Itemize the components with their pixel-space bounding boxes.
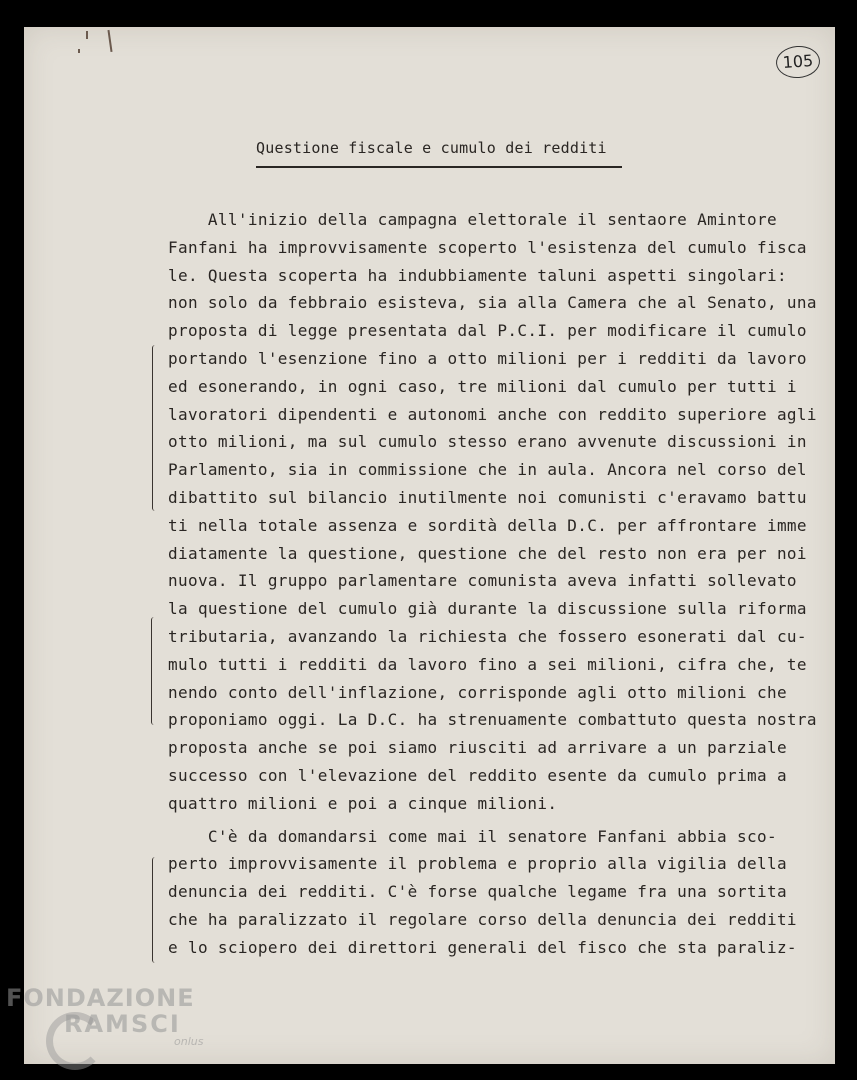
body-text-line: proponiamo oggi. La D.C. ha strenuamente combattuto questa nostra — [168, 710, 817, 730]
watermark-line-2: RAMSCI — [64, 1010, 181, 1038]
body-text-line: denuncia dei redditi. C'è forse qualche legame fra una sortita — [168, 882, 787, 902]
body-text-line: la questione del cumulo già durante la discussione sulla riforma — [168, 599, 807, 619]
body-text-line: ed esonerando, in ogni caso, tre milioni dal cumulo per tutti i — [168, 376, 797, 396]
body-text-line: C'è da domandarsi come mai il senatore Fanfani abbia sco- — [168, 826, 777, 846]
body-text-line: proposta di legge presentata dal P.C.I. per modificare il cumulo — [168, 321, 807, 341]
margin-bracket — [152, 345, 159, 511]
body-text-line: All'inizio della campagna elettorale il sentaore Amintore — [168, 210, 777, 229]
watermark-logo — [6, 986, 203, 1047]
body-text-line: Fanfani ha improvvisamente scoperto l'esistenza del cumulo fisca — [168, 237, 807, 257]
body-text-line: dibattito sul bilancio inutilmente noi comunisti c'eravamo battu — [168, 488, 807, 507]
body-text-line: che ha paralizzato il regolare corso della denuncia dei redditi — [168, 910, 797, 929]
punch-hole-mark — [107, 30, 112, 52]
margin-bracket — [152, 857, 159, 963]
body-text-line: ti nella totale assenza e sordità della D.C. per affrontare imme — [168, 515, 807, 535]
punch-hole-mark — [86, 31, 88, 39]
body-text-line: diatamente la questione, questione che del resto non era per noi — [168, 543, 807, 563]
watermark-line-1: FONDAZIONE — [6, 984, 195, 1012]
body-text-line: e lo sciopero dei direttori generali del fisco che sta paraliz- — [168, 937, 797, 957]
document-page — [24, 27, 835, 1064]
body-text-line: nuova. Il gruppo parlamentare comunista aveva infatti sollevato — [168, 571, 797, 591]
body-text-line: non solo da febbraio esisteva, sia alla Camera che al Senato, una — [168, 293, 817, 313]
body-text-line: perto improvvisamente il problema e proprio alla vigilia della — [168, 854, 787, 874]
page-number: 105 — [775, 45, 821, 80]
punch-hole-mark — [78, 49, 80, 53]
margin-bracket — [151, 617, 158, 725]
watermark-line-3: onlus — [174, 1035, 204, 1048]
body-text-line: portando l'esenzione fino a otto milioni per i redditi da lavoro — [168, 349, 807, 368]
body-text-line: quattro milioni e poi a cinque milioni. — [168, 793, 558, 813]
body-text-line: le. Questa scoperta ha indubbiamente taluni aspetti singolari: — [168, 265, 787, 285]
body-text-line: nendo conto dell'inflazione, corrisponde agli otto milioni che — [168, 682, 787, 702]
body-text-line: proposta anche se poi siamo riusciti ad arrivare a un parziale — [168, 738, 787, 758]
body-text-line: mulo tutti i redditi da lavoro fino a sei milioni, cifra che, te — [168, 654, 807, 674]
page-title: Questione fiscale e cumulo dei redditi — [256, 139, 607, 157]
title-underline — [256, 166, 622, 168]
body-text-line: successo con l'elevazione del reddito esente da cumulo prima a — [168, 766, 787, 785]
body-text-line: otto milioni, ma sul cumulo stesso erano avvenute discussioni in — [168, 432, 807, 452]
body-text-line: tributaria, avanzando la richiesta che fossero esonerati dal cu- — [168, 627, 807, 646]
body-text-line: Parlamento, sia in commissione che in aula. Ancora nel corso del — [168, 460, 807, 480]
body-text-line: lavoratori dipendenti e autonomi anche con reddito superiore agli — [168, 404, 817, 424]
watermark-g-mark — [46, 1012, 104, 1070]
